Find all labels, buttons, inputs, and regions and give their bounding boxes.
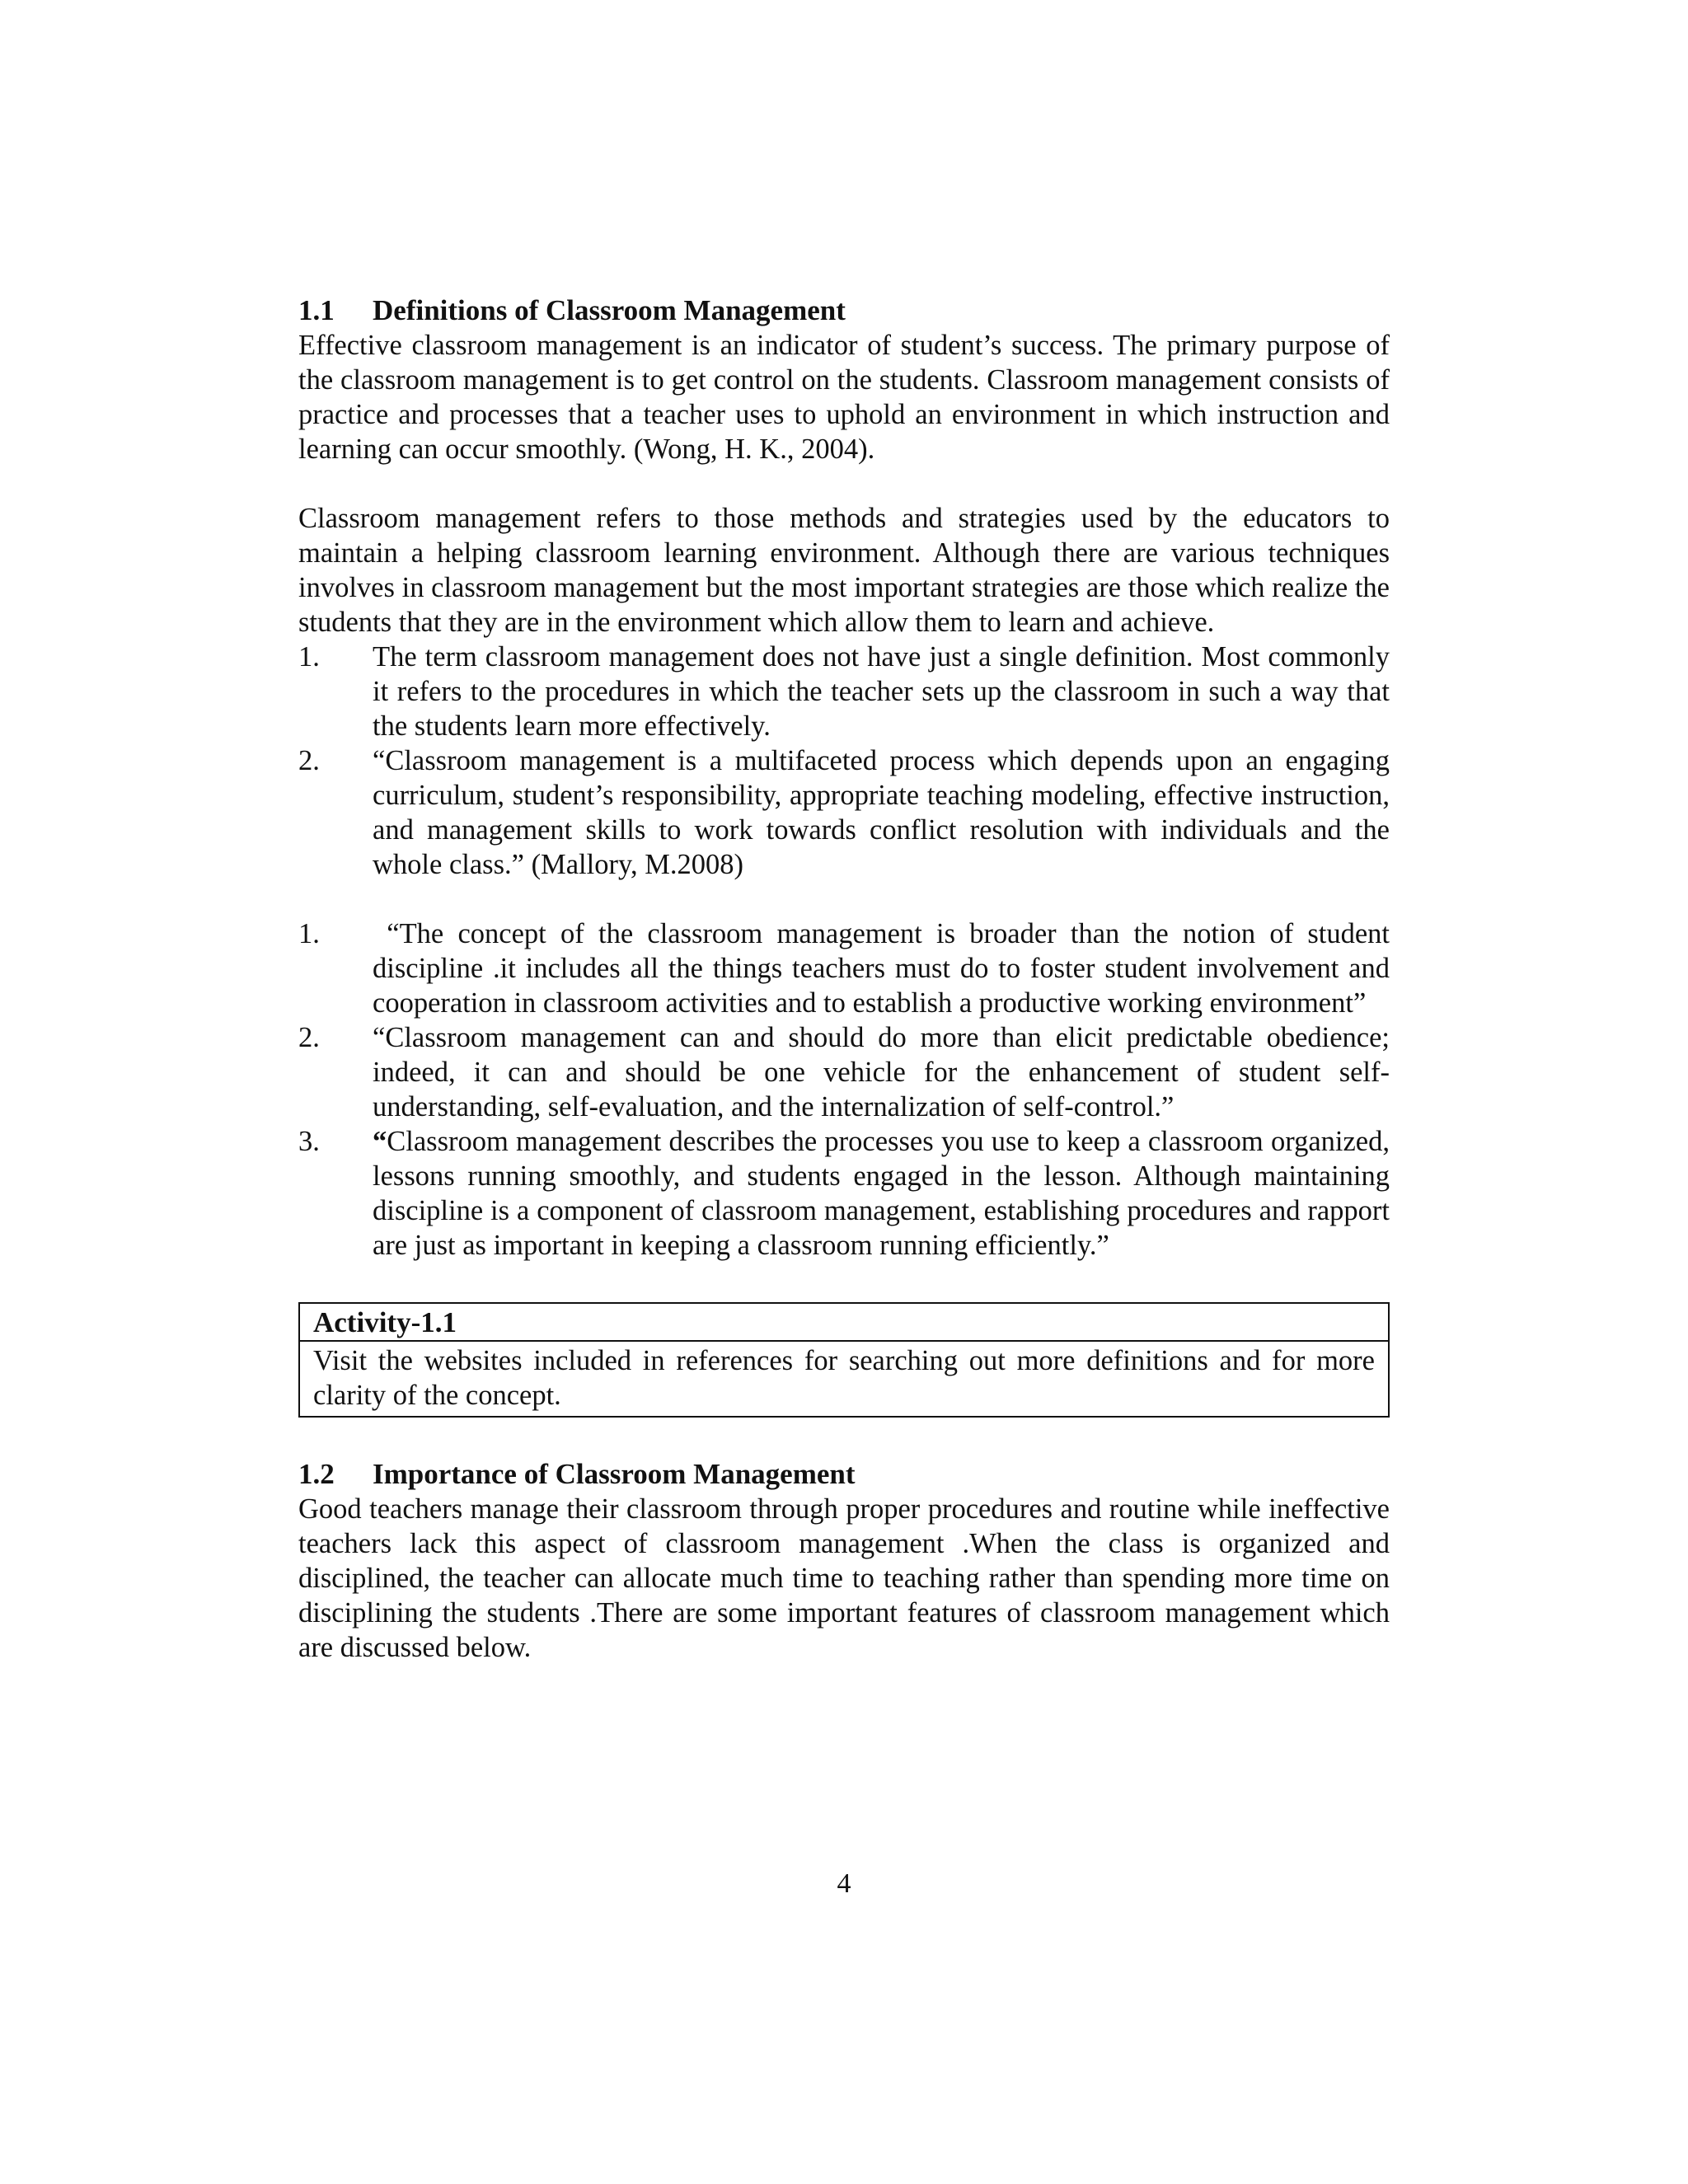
- paragraph: Classroom management refers to those methods and strategies used by the educators to maintain a helping classroom learning environment. Although there are various techniques involves in classroom management but the most important strategies are those which realize the students that they are in the environment which allow them to learn and achieve.: [298, 503, 1390, 638]
- list-item-number: 2.: [298, 745, 320, 776]
- activity-box: [298, 1302, 1390, 1418]
- list-item-text: The term classroom management does not have just a single definition. Most commonly it refers to the procedures in which the teacher sets up the classroom in such a way that the students learn more effectively.: [373, 641, 1390, 742]
- list-item: [298, 1020, 1390, 1124]
- paragraph-spacer: [298, 466, 1390, 501]
- definitions-list-1: [298, 640, 1390, 882]
- activity-title: Activity-1.1: [300, 1304, 1388, 1342]
- section-title: Definitions of Classroom Management: [373, 294, 846, 326]
- definitions-list-2: [298, 916, 1397, 1263]
- section-number: 1.1: [298, 294, 335, 326]
- paragraph-spacer: [298, 882, 1390, 916]
- list-item: [298, 1124, 1390, 1263]
- list-item-text: “Classroom management is a multifaceted process which depends upon an engaging curriculum, student’s responsibility, appropriate teaching modeling, effective instruction, and management skills to work towards conflict resolution with individuals and the whole class.” (Mallory, M.2008): [373, 745, 1390, 880]
- activity-text: Visit the websites included in references for searching out more definitions and for more clarity of the concept.: [313, 1345, 1375, 1411]
- list-item-text: [373, 1124, 1390, 1263]
- list-item-text-body: Classroom management describes the processes you use to keep a classroom organized, lessons running smoothly, and students engaged in the lesson. Although maintaining discipline is a component of classroom management, establishing procedures and rapport are just as important in keeping a classroom running efficiently.”: [373, 1126, 1390, 1261]
- page-number: 4: [837, 1868, 851, 1899]
- paragraph: Effective classroom management is an indicator of student’s success. The primary purpose of the classroom management is to get control on the students. Classroom management consists of practice and processes that a teacher uses to uphold an environment in which instruction and learning can occur smoothly. (Wong, H. K., 2004).: [298, 330, 1390, 465]
- section-heading-1-2: [298, 1457, 1390, 1492]
- list-item-number: 1.: [298, 918, 320, 949]
- section-title: Importance of Classroom Management: [373, 1458, 856, 1490]
- list-item-text: “Classroom management can and should do more than elicit predictable obedience; indeed, it can and should be one vehicle for the enhancement of student self-understanding, self-evaluation, and the internalization of self-control.”: [373, 1022, 1390, 1122]
- list-item-number: 1.: [298, 641, 320, 673]
- page-content: [298, 293, 1397, 1665]
- bold-quote-mark: “: [373, 1126, 387, 1157]
- list-item-text: “The concept of the classroom management is broader than the notion of student discipline .it includes all the things teachers must do to foster student involvement and cooperation in classroom activities and to establish a productive working environment”: [373, 918, 1397, 1019]
- section-number: 1.2: [298, 1458, 335, 1490]
- section-heading-1-1: [298, 293, 1390, 328]
- list-item: [298, 916, 1397, 1020]
- paragraph: Good teachers manage their classroom through proper procedures and routine while ineffective teachers lack this aspect of classroom management .When the class is organized and disciplined, the teacher can allocate much time to teaching rather than spending more time on disciplining the students .There are some important features of classroom management which are discussed below.: [298, 1493, 1390, 1663]
- list-item-number: 3.: [298, 1126, 320, 1157]
- list-item: [298, 743, 1390, 882]
- list-item-number: 2.: [298, 1022, 320, 1053]
- list-item: [298, 640, 1390, 743]
